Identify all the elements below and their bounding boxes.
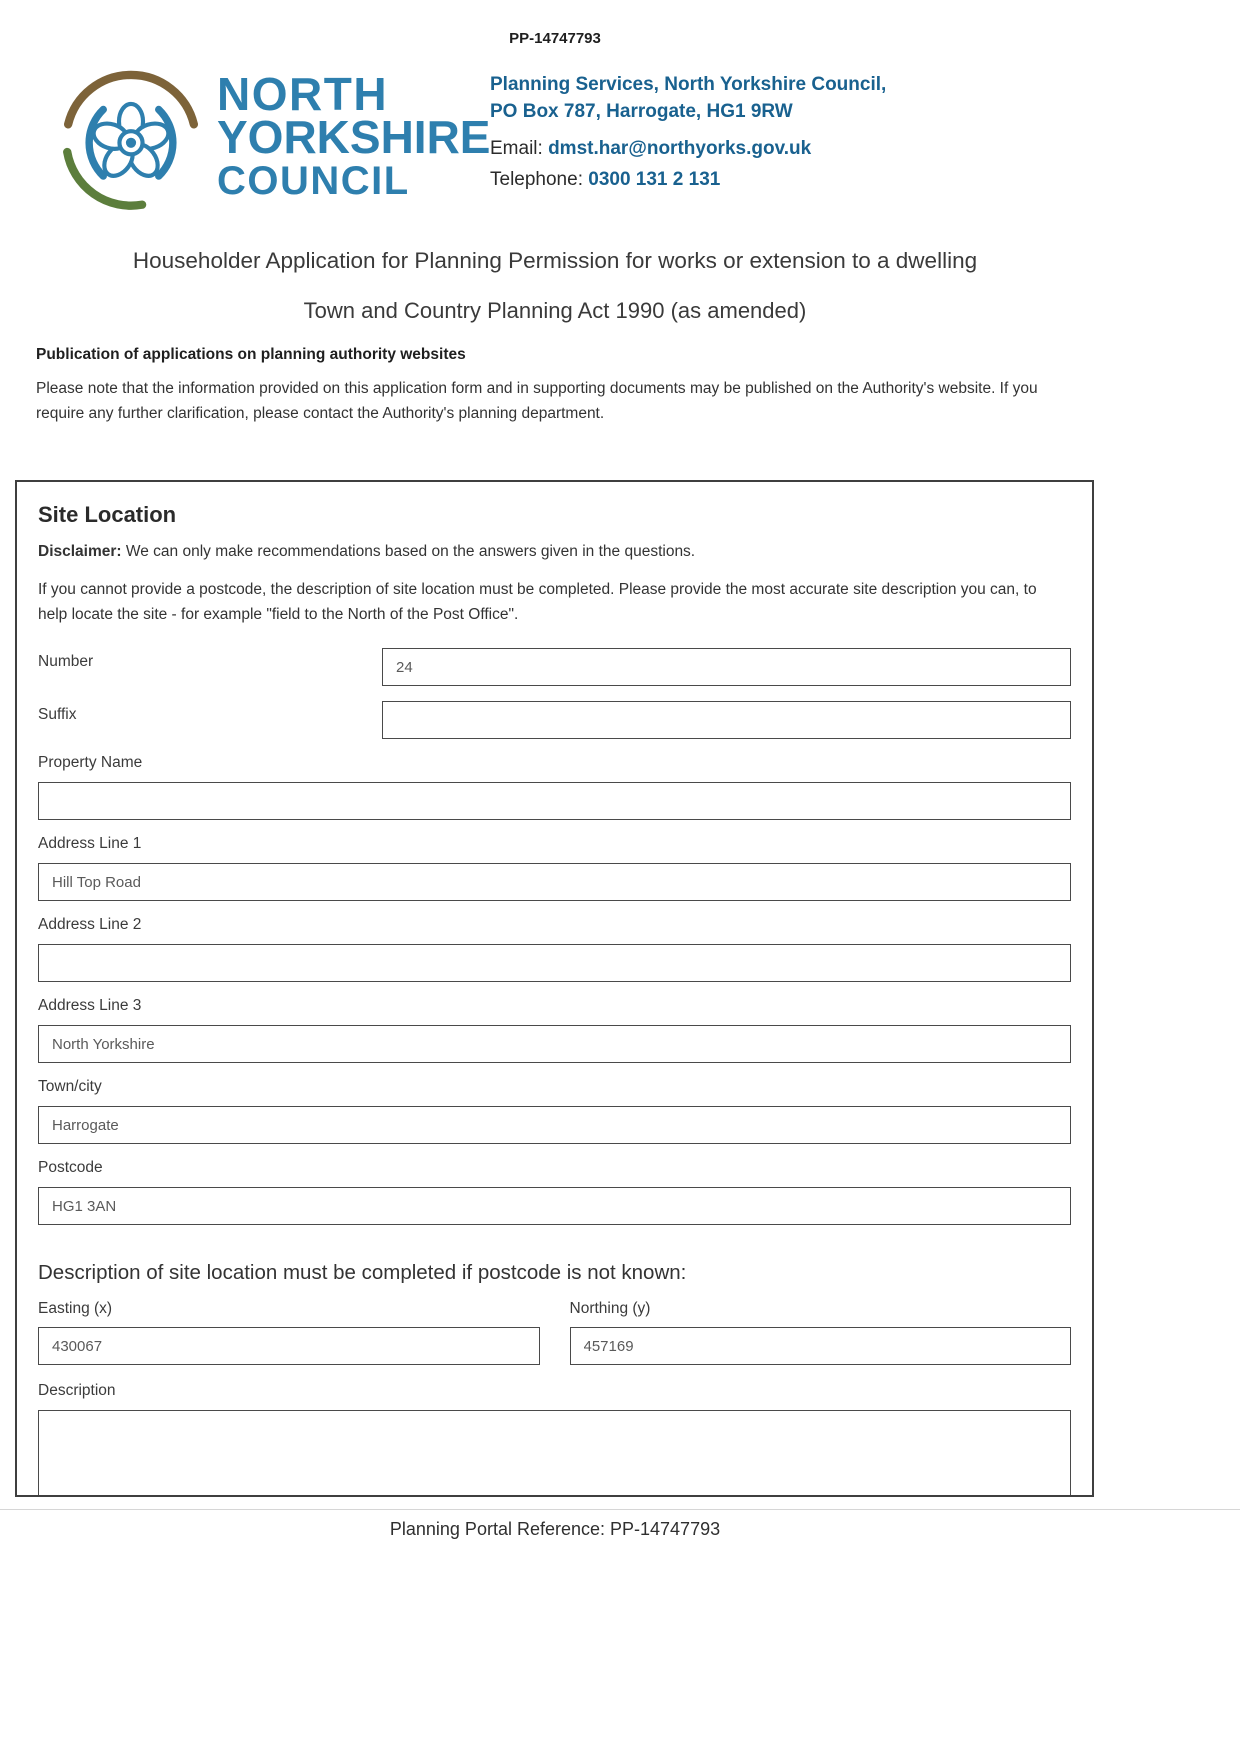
property-name-label: Property Name: [38, 754, 143, 771]
contact-email-row: [490, 138, 886, 160]
site-location-intro: If you cannot provide a postcode, the description of site location must be completed. Please provide the most accurate site description you can, to help locate the site - for example "field to the North of the Post Office".: [38, 581, 1037, 623]
publication-body: Please note that the information provided on this application form and in supporting documents may be published on the Authority's website. If you require any further clarification, please contact the Authority's planning department.: [36, 380, 1038, 422]
field-row-number: [38, 648, 1071, 686]
field-easting: [38, 1300, 540, 1365]
field-postcode: [38, 1159, 1071, 1225]
field-description: [38, 1382, 1071, 1497]
field-row-suffix: [38, 701, 1071, 739]
coordinates-row: [38, 1300, 1071, 1365]
footer-reference: Planning Portal Reference: PP-14747793: [389, 1519, 721, 1539]
logo-word-council: COUNCIL: [217, 159, 410, 203]
suffix-input[interactable]: [382, 701, 1071, 739]
field-address-line-1: [38, 835, 1071, 901]
publication-heading: Publication of applications on planning authority websites: [36, 346, 466, 363]
disclaimer-text: We can only make recommendations based on the answers given in the questions.: [121, 543, 696, 560]
field-address-line-2: [38, 916, 1071, 982]
contact-address-line: PO Box 787, Harrogate, HG1 9RW: [490, 101, 793, 122]
address-line-2-input[interactable]: [38, 944, 1071, 982]
field-property-name: [38, 754, 1071, 820]
address-line-3-label: Address Line 3: [38, 997, 142, 1014]
description-label: Description: [38, 1382, 116, 1399]
form-reference: PP-14747793: [509, 30, 601, 47]
disclaimer: [38, 543, 1071, 561]
postcode-input[interactable]: [38, 1187, 1071, 1225]
council-rose-icon: [55, 67, 207, 213]
easting-label: Easting (x): [38, 1300, 113, 1317]
council-logo-text: [217, 67, 490, 203]
contact-phone-row: [490, 169, 886, 191]
suffix-label: Suffix: [38, 706, 77, 723]
logo-word-yorkshire: YORKSHIRE: [217, 111, 491, 163]
town-city-input[interactable]: [38, 1106, 1071, 1144]
phone-label: Telephone:: [490, 169, 589, 190]
contact-block: [490, 71, 886, 191]
email-link[interactable]: dmst.har@northyorks.gov.uk: [548, 138, 812, 159]
town-city-label: Town/city: [38, 1078, 102, 1095]
field-northing: [570, 1300, 1072, 1365]
address-line-1-input[interactable]: [38, 863, 1071, 901]
address-line-2-label: Address Line 2: [38, 916, 142, 933]
header: [0, 67, 1240, 215]
property-name-input[interactable]: [38, 782, 1071, 820]
footer-divider: [0, 1509, 1240, 1510]
northing-label: Northing (y): [569, 1300, 651, 1317]
easting-input[interactable]: [38, 1327, 540, 1365]
logo-word-north: NORTH: [217, 68, 389, 120]
field-address-line-3: [38, 997, 1071, 1063]
field-town-city: [38, 1078, 1071, 1144]
form-statute: Town and Country Planning Act 1990 (as amended): [303, 298, 807, 323]
description-input[interactable]: [38, 1410, 1071, 1497]
postcode-label: Postcode: [38, 1159, 103, 1176]
phone-value: 0300 131 2 131: [588, 169, 721, 190]
description-requirement-heading: Description of site location must be completed if postcode is not known:: [38, 1261, 687, 1284]
northing-input[interactable]: [570, 1327, 1072, 1365]
site-location-section: [15, 480, 1094, 1497]
address-line-1-label: Address Line 1: [38, 835, 142, 852]
form-title: Householder Application for Planning Permission for works or extension to a dwelling: [132, 248, 978, 273]
site-location-heading: Site Location: [38, 502, 177, 527]
address-line-3-input[interactable]: [38, 1025, 1071, 1063]
disclaimer-label: Disclaimer:: [38, 543, 122, 560]
council-logo: [55, 67, 490, 213]
email-label: Email:: [490, 138, 549, 159]
contact-dept-line: Planning Services, North Yorkshire Council,: [490, 74, 887, 95]
number-input[interactable]: [382, 648, 1071, 686]
number-label: Number: [38, 653, 94, 670]
